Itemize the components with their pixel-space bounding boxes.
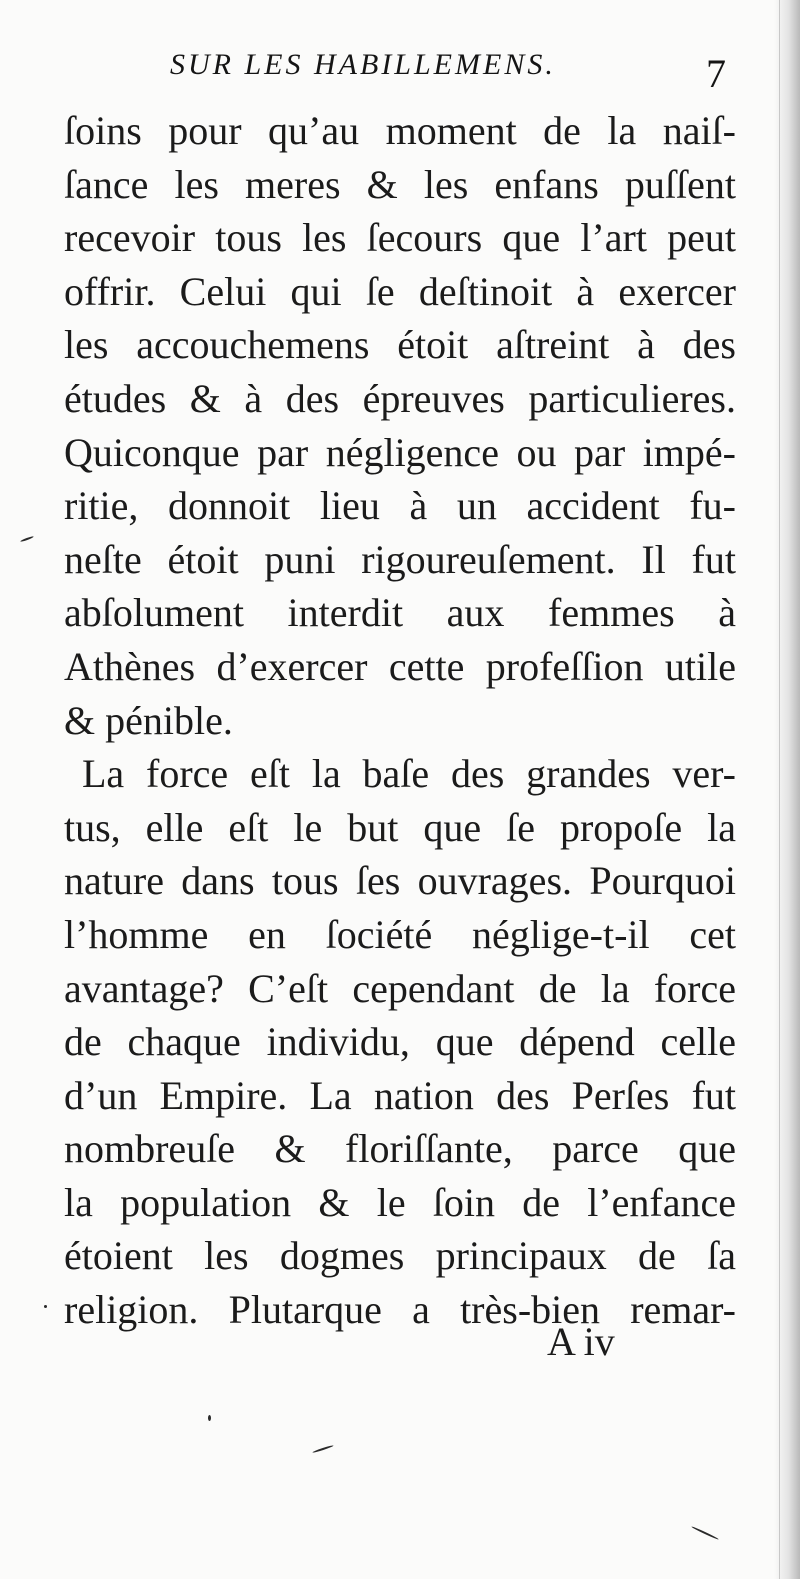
text-line: d’un Empire. La nation des Perſes fut — [64, 1072, 736, 1118]
text-line: Athènes d’exercer cette profeſſion utile — [64, 643, 736, 689]
text-line: avantage? C’eſt cependant de la force — [64, 965, 736, 1011]
text-line: Quiconque par négligence ou par impé- — [64, 429, 736, 475]
text-line: tus, elle eſt le but que ſe propoſe la — [64, 804, 736, 850]
text-line: études & à des épreuves particulieres. — [64, 375, 736, 421]
page-number: 7 — [706, 51, 726, 96]
body-text — [64, 104, 736, 1337]
text-line: abſolument interdit aux femmes à — [64, 590, 736, 636]
text-line: offrir. Celui qui ſe deſtinoit à exercer — [64, 268, 736, 314]
text-line: les accouchemens étoit aſtreint à des — [64, 322, 736, 368]
text-line: la population & le ſoin de l’enfance — [64, 1179, 736, 1225]
page-edge-line — [779, 0, 780, 1579]
ink-speck — [208, 1415, 211, 1421]
text-line: & pénible. — [64, 697, 233, 743]
text-line: ſance les meres & les enfans puſſent — [64, 161, 736, 207]
text-line: étoient les dogmes principaux de ſa — [64, 1233, 736, 1279]
page-edge-shadow — [774, 0, 800, 1579]
text-line: recevoir tous les ſecours que l’art peut — [64, 215, 736, 261]
text-line: ritie, donnoit lieu à un accident fu- — [64, 483, 736, 529]
running-title: SUR LES HABILLEMENS. — [170, 48, 556, 81]
ink-speck — [44, 1305, 47, 1308]
text-line: religion. Plutarque a très-bien remar- — [64, 1287, 736, 1333]
text-line: ſoins pour qu’au moment de la naiſ- — [64, 108, 736, 153]
text-line: l’homme en ſociété néglige-t-il cet — [64, 911, 736, 957]
text-line: nature dans tous ſes ouvrages. Pourquoi — [64, 858, 736, 904]
text-line: La force eſt la baſe des grandes ver- — [82, 751, 736, 797]
ink-speck — [691, 1526, 719, 1540]
ink-speck — [20, 536, 34, 543]
text-line: de chaque individu, que dépend celle — [64, 1019, 736, 1065]
signature-mark: A iv — [547, 1319, 615, 1364]
text-line: neſte étoit puni rigoureuſement. Il fut — [64, 536, 736, 582]
ink-speck — [312, 1445, 334, 1454]
text-line: nombreuſe & floriſſante, parce que — [64, 1126, 736, 1172]
